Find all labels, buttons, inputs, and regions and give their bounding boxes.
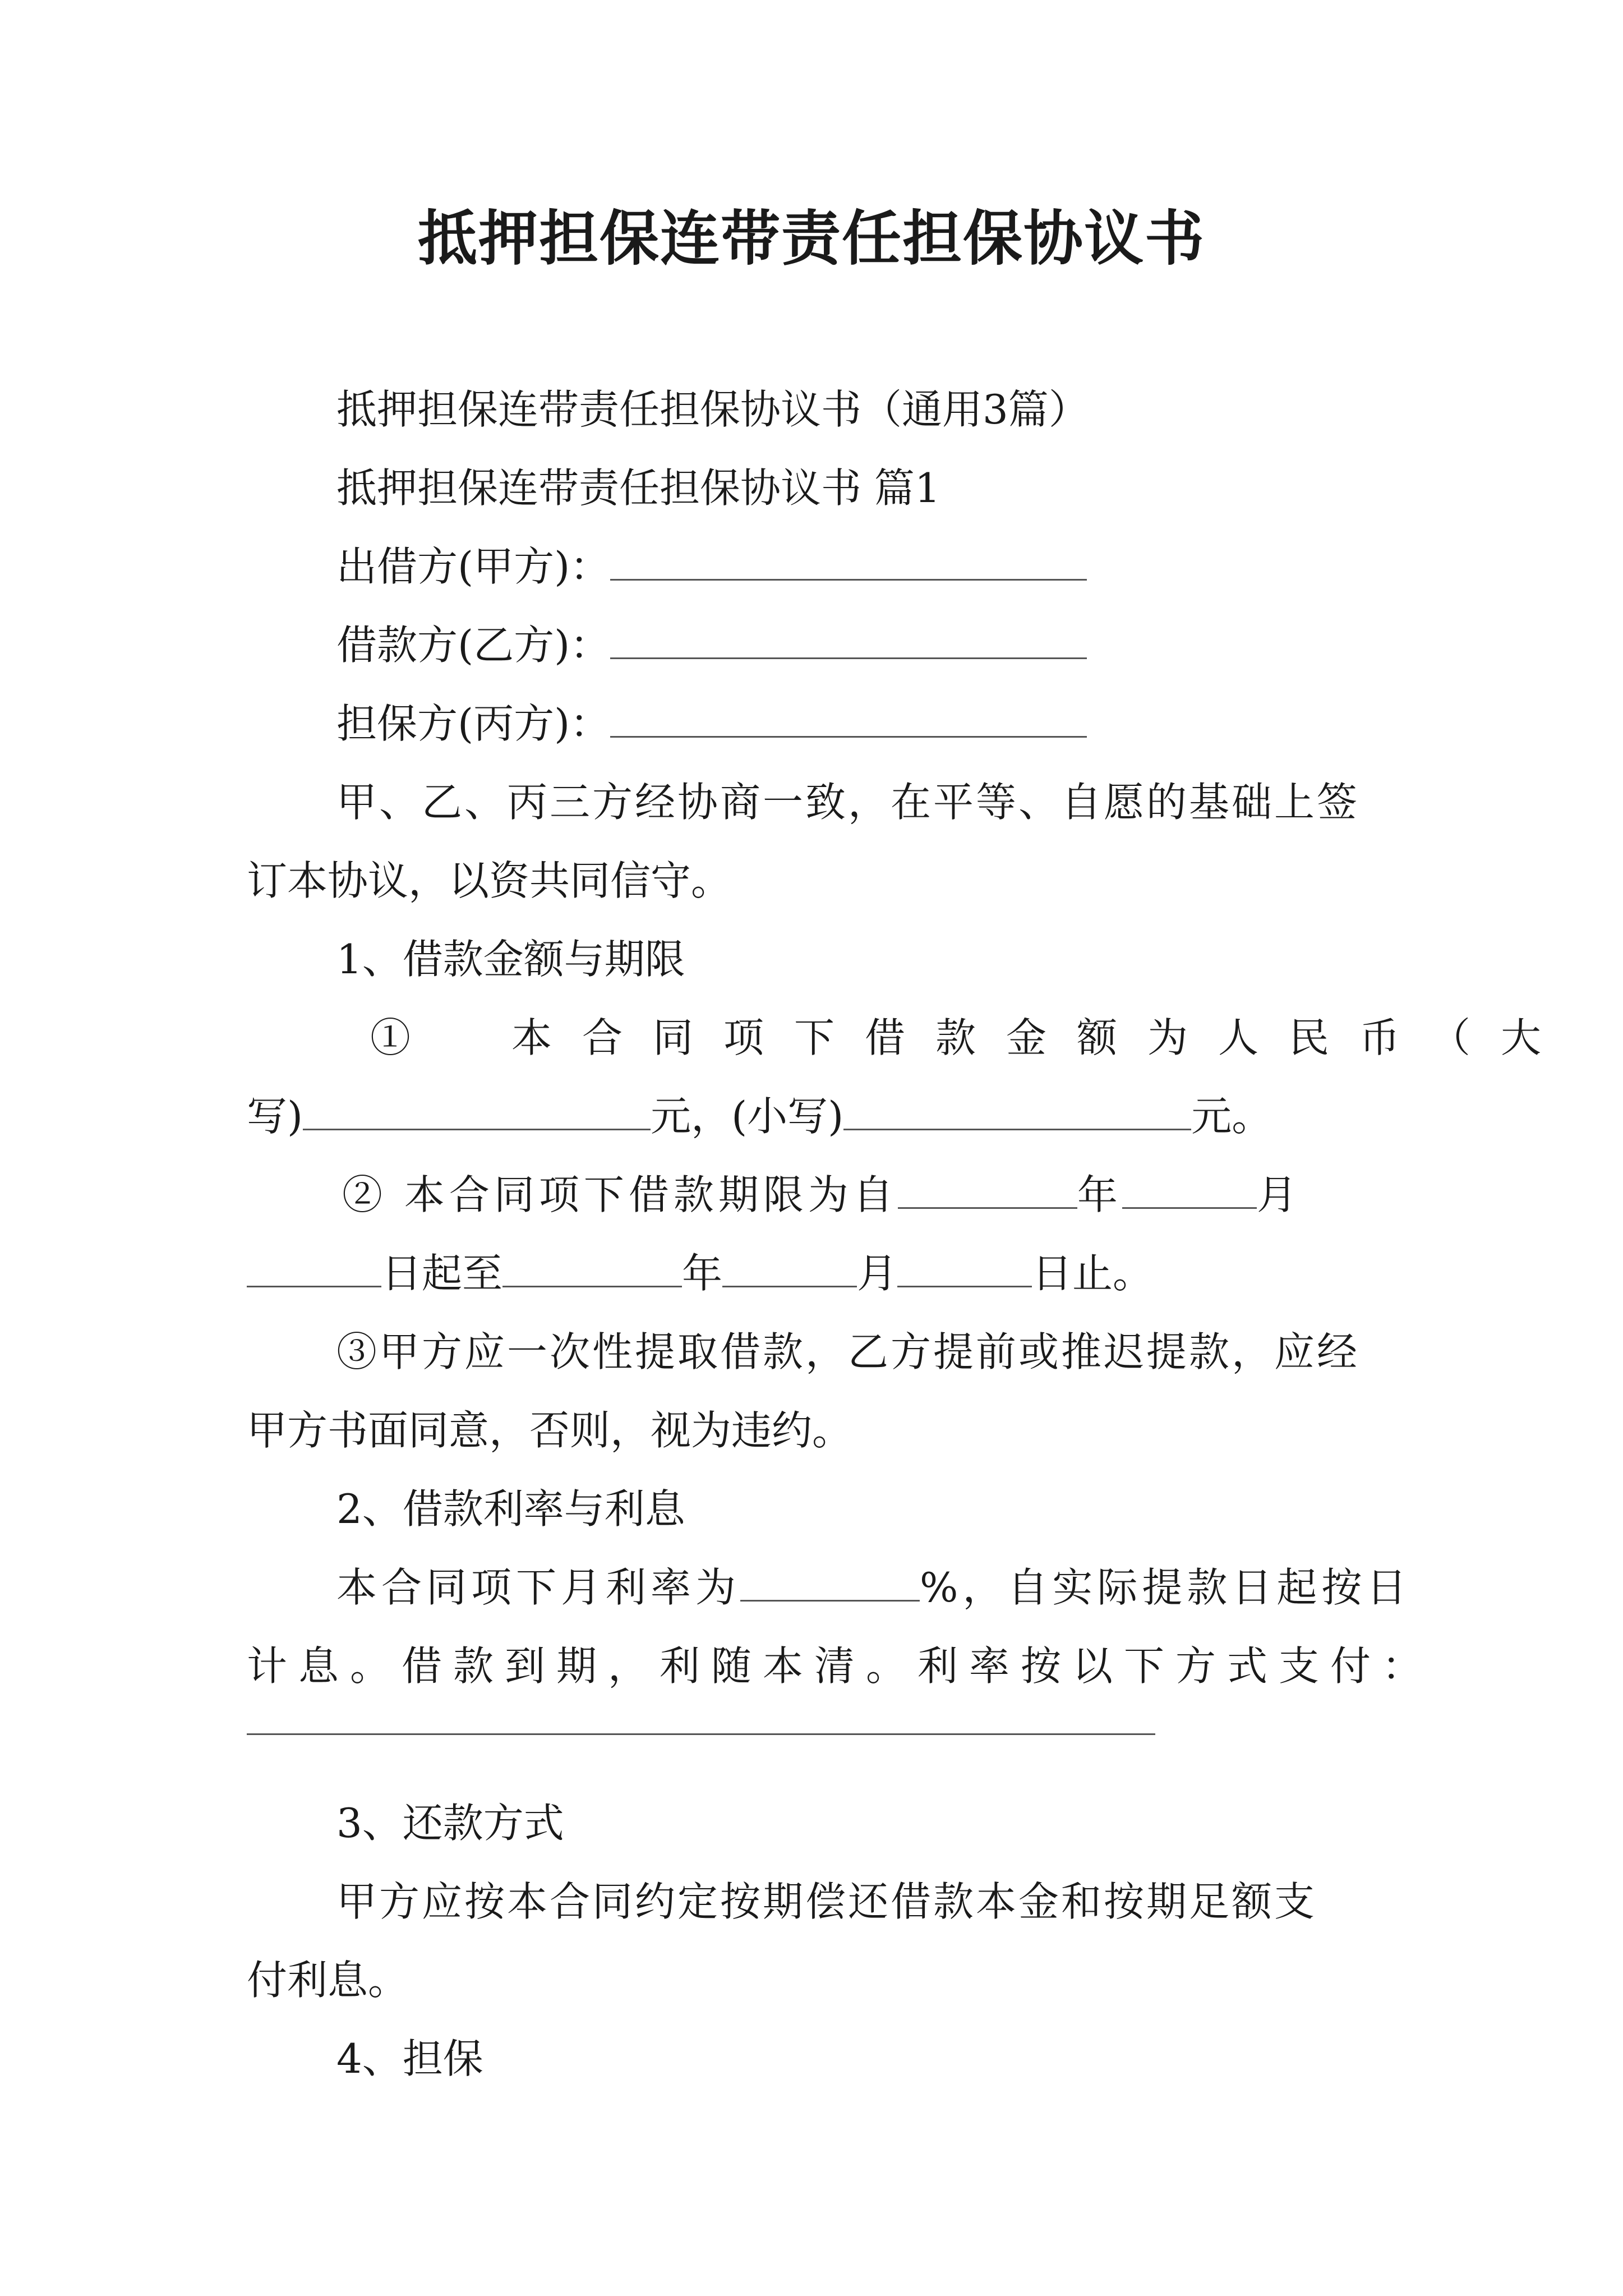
clause-1-1-line-1: ① 本合同项下借款金额为人民币（大 (370, 1014, 1572, 1061)
section-3-line-1: 甲方应按本合同约定按期偿还借款本金和按期足额支 (336, 1878, 1317, 1925)
section-3-heading: 3、还款方式 (336, 1800, 564, 1847)
payment-method-blank (247, 1733, 1155, 1735)
clause-text: 日止。 (1032, 1250, 1154, 1297)
clause-text: 月 (857, 1250, 898, 1297)
start-day-blank (247, 1252, 381, 1287)
clause-1-3-line-2: 甲方书面同意，否则，视为违约。 (247, 1407, 853, 1454)
party-c-row (336, 696, 1087, 752)
intro-line-2: 订本协议，以资共同信守。 (247, 857, 732, 904)
intro-line-1: 甲、乙、丙三方经协商一致，在平等、自愿的基础上签 (336, 779, 1360, 826)
section-1-heading: 1、借款金额与期限 (336, 936, 685, 983)
party-b-label: 借款方(乙方)： (336, 622, 611, 669)
end-day-blank (897, 1252, 1032, 1287)
party-c-label: 担保方(丙方)： (336, 700, 611, 747)
party-b-blank (610, 624, 1087, 659)
section-4-heading: 4、担保 (336, 2035, 483, 2082)
clause-text: 元，(小写) (651, 1093, 844, 1140)
clause-text: 元。 (1191, 1093, 1272, 1140)
start-month-blank (1122, 1174, 1257, 1209)
section-2-line-2: 计息。借款到期，利随本清。利率按以下方式支付： (247, 1642, 1434, 1690)
clause-text: 日起至 (381, 1250, 503, 1297)
clause-1-2-line-1 (342, 1167, 1302, 1223)
clause-1-1-line-2 (247, 1088, 1272, 1144)
subtitle: 抵押担保连带责任担保协议书（通用3篇） (336, 386, 1089, 433)
amount-lower-blank (843, 1095, 1191, 1130)
clause-text: ② 本合同项下借款期限为自 (342, 1171, 898, 1218)
part-heading: 抵押担保连带责任担保协议书 篇1 (336, 464, 940, 512)
end-month-blank (722, 1252, 857, 1287)
party-a-blank (610, 545, 1087, 581)
party-c-blank (610, 702, 1087, 738)
clause-text: 年 (1077, 1171, 1122, 1218)
amount-upper-blank (303, 1095, 651, 1130)
clause-text: 写) (247, 1093, 303, 1140)
clause-text: 年 (682, 1250, 723, 1297)
interest-rate-blank (740, 1566, 920, 1602)
section-2-heading: 2、借款利率与利息 (336, 1485, 685, 1533)
party-b-row (336, 617, 1087, 673)
clause-text: 月 (1256, 1171, 1302, 1218)
clause-1-3-line-1: ③甲方应一次性提取借款，乙方提前或推迟提款，应经 (336, 1328, 1360, 1375)
end-year-blank (502, 1252, 682, 1287)
party-a-label: 出借方(甲方)： (336, 543, 611, 590)
section-3-line-2: 付利息。 (247, 1957, 409, 2004)
party-a-row (336, 539, 1087, 595)
document-title: 抵押担保连带责任担保协议书 (418, 203, 1205, 273)
clause-1-2-line-2 (247, 1245, 1153, 1301)
clause-text: 本合同项下月利率为 (336, 1564, 741, 1611)
start-year-blank (898, 1174, 1077, 1209)
clause-text: %，自实际提款日起按日 (920, 1564, 1412, 1611)
section-2-line-1 (336, 1559, 1411, 1616)
